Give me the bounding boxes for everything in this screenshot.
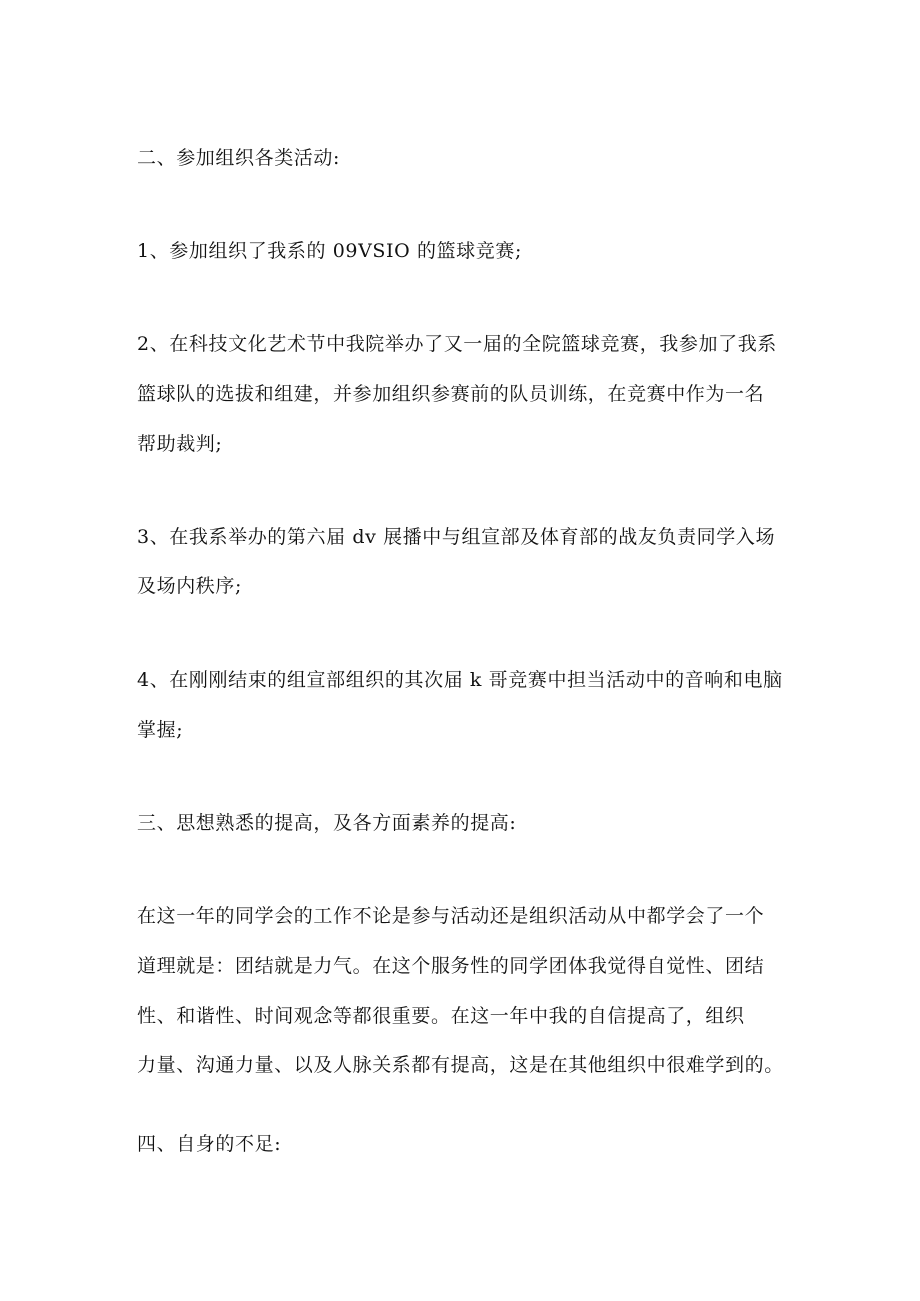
activity-item-4-line-2: 掌握; (137, 719, 184, 741)
activity-item-3-line-2: 及场内秩序; (137, 575, 243, 597)
activity-item-2-line-1: 2、在科技文化艺术节中我院举办了又一届的全院篮球竞赛，我参加了我系 (137, 333, 777, 355)
activity-item-1: 1、参加组织了我系的 09VSIO 的篮球竞赛; (137, 240, 522, 262)
activity-item-2-line-2: 篮球队的选拔和组建，并参加组织参赛前的队员训练，在竞赛中作为一名 (137, 383, 765, 405)
section-heading-activities: 二、参加组织各类活动: (137, 147, 341, 169)
activity-item-2-line-3: 帮助裁判; (137, 433, 223, 455)
section-heading-improvement: 三、思想熟悉的提高，及各方面素养的提高: (137, 812, 517, 834)
improvement-paragraph-line-4: 力量、沟通力量、以及人脉关系都有提高，这是在其他组织中很难学到的。 (137, 1054, 784, 1076)
improvement-paragraph-line-2: 道理就是：团结就是力气。在这个服务性的同学团体我觉得自觉性、团结 (137, 955, 765, 977)
section-heading-shortcomings: 四、自身的不足: (137, 1133, 282, 1155)
improvement-paragraph-line-3: 性、和谐性、时间观念等都很重要。在这一年中我的自信提高了，组织 (137, 1005, 745, 1027)
activity-item-4-line-1: 4、在刚刚结束的组宣部组织的其次届 k 哥竞赛中担当活动中的音响和电脑 (137, 669, 783, 691)
improvement-paragraph-line-1: 在这一年的同学会的工作不论是参与活动还是组织活动从中都学会了一个 (137, 905, 765, 927)
activity-item-3-line-1: 3、在我系举办的第六届 dv 展播中与组宣部及体育部的战友负责同学入场 (137, 526, 776, 548)
